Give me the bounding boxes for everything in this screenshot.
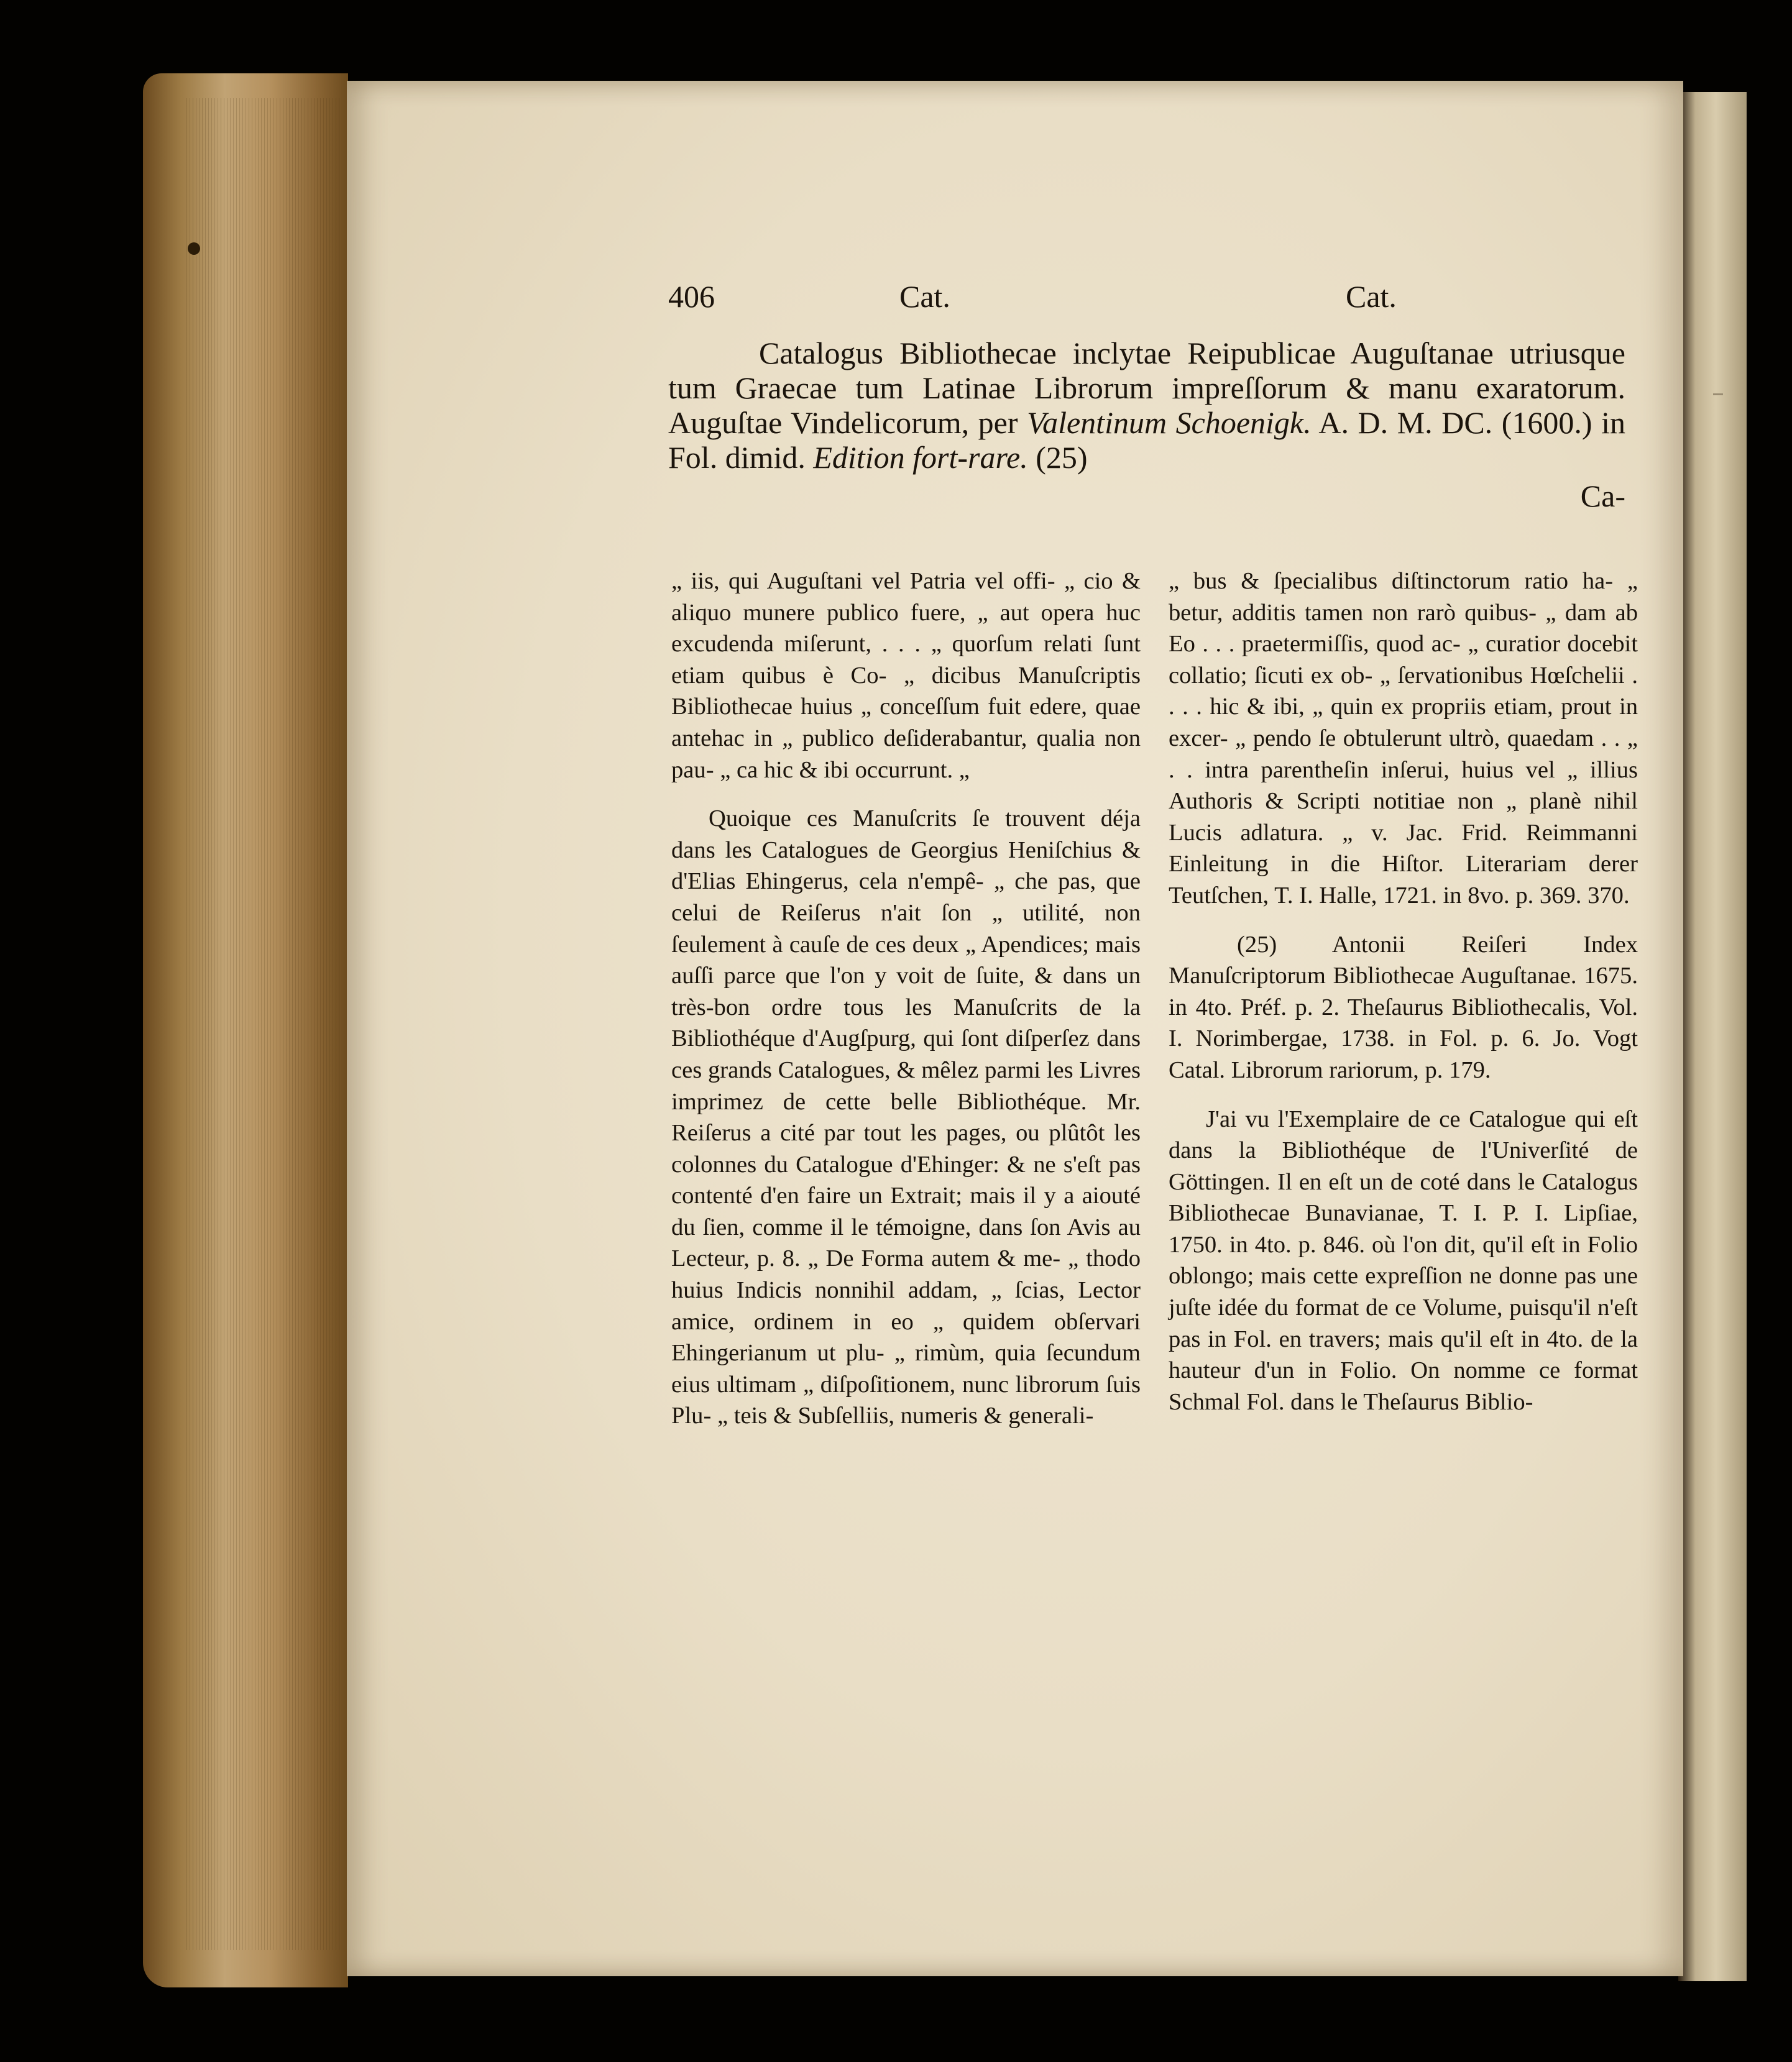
title-printer: Valentinum Schoenigk. [1027, 405, 1312, 440]
title-note: Edition fort-rare. [813, 440, 1028, 475]
facing-page-edge [1678, 92, 1747, 1981]
entry-title [668, 336, 1625, 513]
body-paragraph-2: J'ai vu l'Exemplaire de ce Catalogue qui eſt dans la Bibliothéque de l'Univerſité de Göttingen. Il en eſt un de coté dans le Catalogus Bibliothecae Bunavianae, T. I. P. I. Lipſiae, 1750. in 4to. p. 846. où l'on dit, qu'il eſt in Folio oblongo; mais cette expreſſion ne donne pas une juſte idée du format de ce Volume, puisqu'il n'eſt pas in Fol. en travers; mais qu'il eſt in 4to. de la hauteur d'un in Folio. On nomme ce format Schmal Fol. dans le Theſaurus Biblio- [1169, 1106, 1638, 1415]
catchword: Ca- [1580, 479, 1625, 513]
body-paragraph: Quoique ces Manuſcrits ſe trouvent déja dans les Catalogues de Georgius Heniſchius & d'Elias Ehingerus, cela n'empê- „ che pas, que celui de Reiſerus n'ait ſon „ utilité, non ſeulement à cauſe de ces deux „ Apendices; mais auſſi parce que l'on y voit de ſuite, & dans un très-bon ordre tous les Manuſcrits de la Bibliothéque d'Augſpurg, qui ſont diſperſez dans ces grands Catalogues, & mêlez parmi les Livres imprimez de cette belle Bibliothéque. Mr. Reiſerus a cité par tout les pages, ou plûtôt les colonnes du Catalogue d'Ehinger: & ne s'eſt pas contenté d'en faire un Extrait; mais il y a aiouté du ſien, comme il le témoigne, dans ſon Avis au Lecteur, p. 8. „ De Forma autem & me- „ thodo huius Indicis nonnihil addam, „ ſcias, Lector amice, ordinem in eo „ quidem obſervari Ehingerianum ut plu- „ rimùm, quia ſecundum eius ultimam „ diſpoſitionem, nunc librorum ſuis Plu- „ teis & Subſelliis, numeris & generali- [671, 805, 1141, 1429]
footnote-25: (25) Antonii Reiſeri Index Manuſcriptorum Bibliothecae Auguſtanae. 1675. in 4to. Préf. p. 2. Theſaurus Bibliothecalis, Vol. I. Norimbergae, 1738. in Fol. p. 6. Jo. Vogt Catal. Librorum rariorum, p. 179. [1169, 931, 1638, 1083]
title-imprint: A. D. M. DC. (1600.) in Fol. dimid. [668, 405, 1625, 475]
page-edge-lines [186, 98, 342, 1950]
page-number: 406 [668, 279, 715, 314]
header-left: Cat. [899, 279, 950, 314]
binding-hole [188, 242, 200, 255]
margin-mark [1713, 393, 1723, 395]
header-right: Cat. [1346, 279, 1397, 314]
quote-paragraph: „ iis, qui Auguſtani vel Patria vel offi- „ cio & aliquo munere publico fuere, „ aut opera huc excudenda miſerunt, . . . „ quorſum relati ſunt etiam quibus è Co- „ dicibus Manuſcriptis Bibliothecae huius „ conceſſum fuit edere, quae antehac in „ publico deſiderabantur, qualia non pau- „ ca hic & ibi occurrunt. „ [671, 568, 1141, 783]
right-column [1169, 566, 1638, 1418]
quote-continuation: „ bus & ſpecialibus diſtinctorum ratio ha- „ betur, additis tamen non rarò quibus- „ dam ab Eo . . . praetermiſſis, quod ac- „ curatior docebit collatio; ſicuti ex ob- „ ſervationibus Hœſchelii . . . . hic & ibi, „ quin ex propriis etiam, prout in excer- „ pendo ſe obtulerunt ultrò, quaedam . . „ . . intra parentheſin inſerui, huius vel „ illius Authoris & Scripti notitiae non „ planè nihil Lucis adlatura. „ v. Jac. Frid. Reimmanni Einleitung in die Hiſtor. Literariam derer Teutſchen, T. I. Halle, 1721. in 8vo. p. 369. 370. [1169, 568, 1638, 909]
running-header [668, 272, 1408, 321]
page-edges [143, 73, 348, 1987]
title-block [668, 336, 1625, 475]
title-main: Catalogus Bibliothecae inclytae Reipublicae Auguſtanae utriusque tum Graecae tum Latinae Librorum impreſſorum & manu exaratorum. Auguſtae Vindelicorum, per [668, 336, 1625, 440]
left-column [671, 566, 1141, 1432]
title-footnote-ref: (25) [1027, 440, 1088, 475]
